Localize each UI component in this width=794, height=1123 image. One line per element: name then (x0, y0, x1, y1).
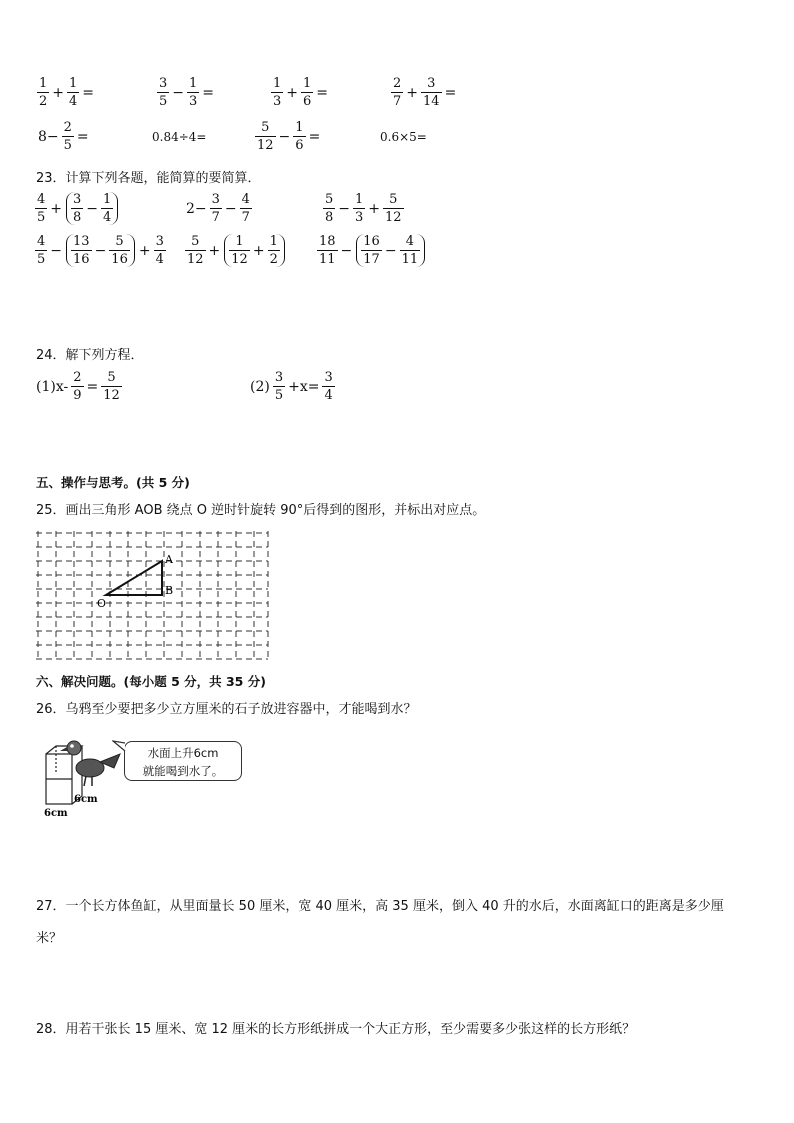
row1-expr-4: $\frac{2}{7}$ + $\frac{3}{14}$ = (393, 76, 457, 109)
depth-dimension-label: 6cm (74, 794, 98, 805)
speech-bubble (124, 741, 242, 781)
rotation-grid (36, 531, 270, 661)
speech-bubble-tail (112, 740, 126, 754)
q24-equation-1: (1)x- $\frac{2}{9}$ = $\frac{5}{12}$ (36, 370, 120, 403)
bubble-line-1: 水面上升6cm (147, 746, 219, 760)
q24-equation-2: (2) $\frac{3}{5}$ +x= $\frac{3}{4}$ (250, 370, 333, 403)
width-dimension-label: 6cm (44, 808, 68, 819)
parenthesis: $\frac{3}{8}$ − $\frac{1}{4}$ (66, 192, 118, 225)
q23-expr-4: $\frac{4}{5}$ − $\frac{13}{16}$ − $\frac{5}{16}$ + $\frac{3}{4}$ (37, 234, 164, 267)
row1-expr-3: $\frac{1}{3}$ + $\frac{1}{6}$ = (273, 76, 329, 109)
bubble-line-2: 就能喝到水了。 (142, 764, 224, 778)
q24-title: 24．解下列方程． (36, 348, 144, 363)
row2-expr-1: 8− $\frac{2}{5}$ = (38, 120, 89, 153)
row1-expr-2: $\frac{3}{5}$ − $\frac{1}{3}$ = (159, 76, 215, 109)
fraction: $\frac{1}{2}$ (39, 76, 48, 109)
point-b-label: B (165, 584, 174, 597)
q23-expr-3: $\frac{5}{8}$ − $\frac{1}{3}$ + $\frac{5}{12}$ (325, 192, 402, 225)
row2-expr-3: $\frac{5}{12}$ − $\frac{1}{6}$ = (257, 120, 321, 153)
row1-expr-1: $\frac{1}{2}$ + $\frac{1}{4}$ = (39, 76, 95, 109)
section-6-heading: 六、解决问题。(每小题 5 分，共 35 分) (36, 674, 266, 689)
q23-expr-2: 2− $\frac{3}{7}$ − $\frac{4}{7}$ (186, 192, 250, 225)
row2-expr-4: 0.6×5= (380, 130, 427, 144)
point-a-label: A (165, 553, 173, 566)
point-o-label: O (97, 597, 107, 610)
q27-line-1: 27．一个长方体鱼缸，从里面量长 50 厘米，宽 40 厘米，高 35 厘米，倒入 40 升的水后，水面离缸口的距离是多少厘 (36, 899, 724, 914)
section-5-heading: 五、操作与思考。(共 5 分) (36, 475, 190, 490)
q25-title: 25．画出三角形 AOB 绕点 O 逆时针旋转 90°后得到的图形，并标出对应点。 (36, 503, 486, 518)
q28-title: 28．用若干张长 15 厘米、宽 12 厘米的长方形纸拼成一个大正方形，至少需要多少张这样的长方形纸？ (36, 1022, 636, 1037)
q26-title: 26．乌鸦至少要把多少立方厘米的石子放进容器中，才能喝到水？ (36, 702, 417, 717)
q23-expr-6: $\frac{18}{11}$ − $\frac{16}{17}$ − $\frac{4}{11}$ (316, 234, 427, 267)
row2-expr-2: 0.84÷4= (152, 130, 207, 144)
q23-expr-1: $\frac{4}{5}$ + $\frac{3}{8}$ − $\frac{1}{4}$ (34, 192, 120, 225)
triangle-aob (106, 561, 162, 595)
fraction: $\frac{1}{4}$ (69, 76, 78, 109)
q27-line-2: 米？ (36, 931, 63, 946)
q23-expr-5: $\frac{5}{12}$ + $\frac{1}{12}$ + $\frac{1}{2}$ (184, 234, 287, 267)
q23-title: 23．计算下列各题，能简算的要简算． (36, 171, 261, 186)
